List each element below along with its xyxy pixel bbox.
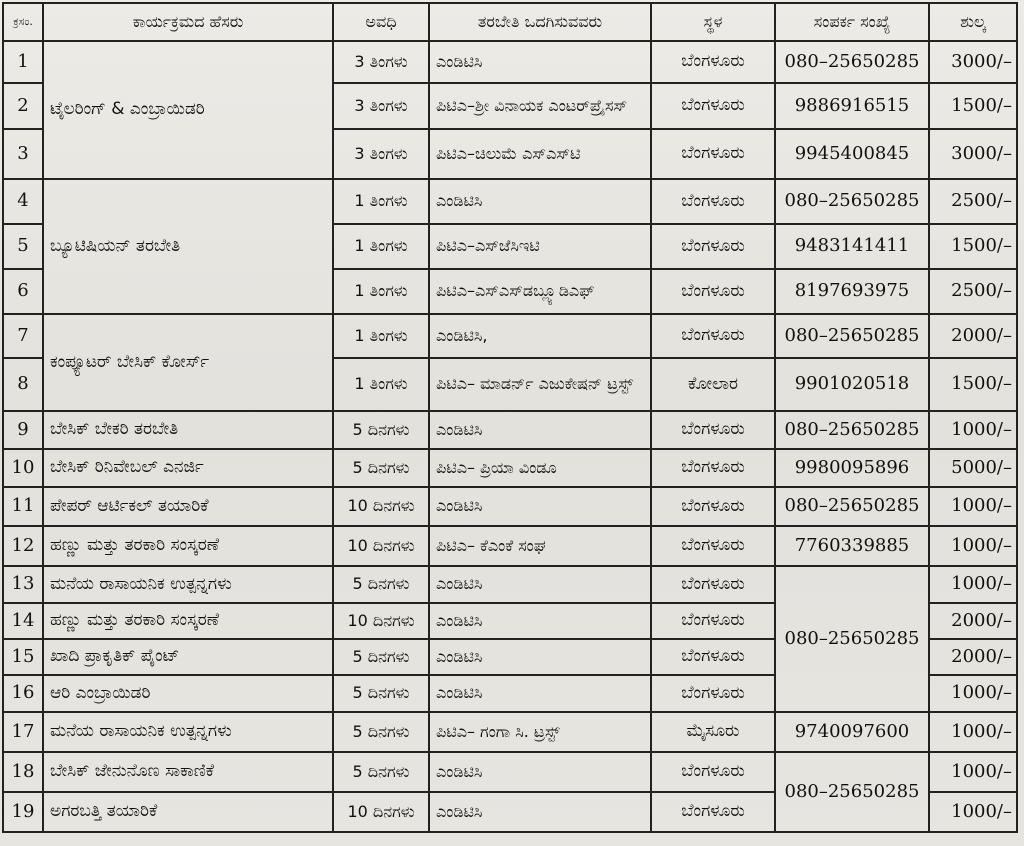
table-row — [3, 411, 1017, 449]
row-provider: ಪಿಟಿಎ–ಶ್ರೀ ವಿನಾಯಕ ಎಂಟರ್‌ಪ್ರೈಸಸ್ — [429, 83, 651, 129]
row-provider: ಎಂಡಿಟಿಸಿ — [429, 179, 651, 224]
row-duration: 5 ದಿನಗಳು — [333, 752, 429, 792]
row-duration: 5 ದಿನಗಳು — [333, 449, 429, 487]
row-program: ಮನೆಯ ರಾಸಾಯನಿಕ ಉತ್ಪನ್ನಗಳು — [43, 566, 333, 603]
header-duration: ಅವಧಿ — [333, 3, 429, 41]
row-duration: 10 ದಿನಗಳು — [333, 792, 429, 832]
shared-contact-18-19: 080–25650285 — [775, 752, 929, 832]
header-program: ಕಾರ್ಯಕ್ರಮದ ಹೆಸರು — [43, 3, 333, 41]
row-place: ಕೋಲಾರ — [651, 358, 775, 411]
row-duration: 10 ದಿನಗಳು — [333, 603, 429, 639]
row-duration: 1 ತಿಂಗಳು — [333, 224, 429, 269]
row-fee: 1500/– — [929, 358, 1017, 411]
row-place: ಬೆಂಗಳೂರು — [651, 487, 775, 526]
row-provider: ಪಿಟಿಎ–ಎಸ್‌ಜೆಸಿಇಟಿ — [429, 224, 651, 269]
shared-contact-13-16: 080–25650285 — [775, 566, 929, 712]
row-duration: 1 ತಿಂಗಳು — [333, 314, 429, 358]
table-row — [3, 566, 1017, 603]
row-fee: 1000/– — [929, 526, 1017, 566]
row-sno: 5 — [3, 224, 43, 269]
header-fee: ಶುಲ್ಕ — [929, 3, 1017, 41]
row-program: ಅಗರಬತ್ತಿ ತಯಾರಿಕೆ — [43, 792, 333, 832]
row-contact: 8197693975 — [775, 269, 929, 314]
row-provider: ಎಂಡಿಟಿಸಿ — [429, 566, 651, 603]
row-provider: ಎಂಡಿಟಿಸಿ — [429, 603, 651, 639]
row-place: ಬೆಂಗಳೂರು — [651, 603, 775, 639]
row-fee: 3000/– — [929, 41, 1017, 83]
row-contact: 7760339885 — [775, 526, 929, 566]
row-duration: 1 ತಿಂಗಳು — [333, 269, 429, 314]
row-fee: 1000/– — [929, 487, 1017, 526]
row-program: ಖಾದಿ ಪ್ರಾಕೃತಿಕ್ ಪೈಂಟ್ — [43, 639, 333, 675]
row-place: ಬೆಂಗಳೂರು — [651, 675, 775, 712]
row-contact: 080–25650285 — [775, 487, 929, 526]
program-name-beautician: ಬ್ಯೂಟಿಷಿಯನ್ ತರಬೇತಿ — [43, 179, 333, 314]
row-sno: 16 — [3, 675, 43, 712]
row-provider: ಪಿಟಿಎ– ಕೆಎಂಕೆ ಸಂಘ — [429, 526, 651, 566]
row-duration: 10 ದಿನಗಳು — [333, 526, 429, 566]
row-duration: 1 ತಿಂಗಳು — [333, 358, 429, 411]
row-program: ಬೇಸಿಕ್ ಬೇಕರಿ ತರಬೇತಿ — [43, 411, 333, 449]
row-place: ಬೆಂಗಳೂರು — [651, 83, 775, 129]
row-sno: 1 — [3, 41, 43, 83]
row-sno: 3 — [3, 129, 43, 179]
table-row — [3, 712, 1017, 752]
table-row — [3, 752, 1017, 792]
row-duration: 10 ದಿನಗಳು — [333, 487, 429, 526]
row-provider: ಎಂಡಿಟಿಸಿ — [429, 792, 651, 832]
row-provider: ಎಂಡಿಟಿಸಿ — [429, 411, 651, 449]
row-place: ಬೆಂಗಳೂರು — [651, 314, 775, 358]
row-provider: ಪಿಟಿಎ– ಮಾಡರ್ನ್ ಎಜುಕೇಷನ್ ಟ್ರಸ್ಟ್ — [429, 358, 651, 411]
row-fee: 1000/– — [929, 675, 1017, 712]
row-duration: 5 ದಿನಗಳು — [333, 675, 429, 712]
row-duration: 5 ದಿನಗಳು — [333, 566, 429, 603]
row-sno: 10 — [3, 449, 43, 487]
row-sno: 15 — [3, 639, 43, 675]
row-fee: 2000/– — [929, 314, 1017, 358]
table-row — [3, 41, 1017, 83]
row-provider: ಎಂಡಿಟಿಸಿ — [429, 639, 651, 675]
row-sno: 14 — [3, 603, 43, 639]
row-duration: 5 ದಿನಗಳು — [333, 639, 429, 675]
row-sno: 9 — [3, 411, 43, 449]
row-duration: 3 ತಿಂಗಳು — [333, 129, 429, 179]
row-provider: ಪಿಟಿಎ–ಚಿಲುಮೆ ಎಸ್‌ಎಸ್‌ಟಿ — [429, 129, 651, 179]
row-contact: 080–25650285 — [775, 179, 929, 224]
row-fee: 1000/– — [929, 792, 1017, 832]
row-place: ಬೆಂಗಳೂರು — [651, 224, 775, 269]
header-place: ಸ್ಥಳ — [651, 3, 775, 41]
row-fee: 1000/– — [929, 712, 1017, 752]
row-program: ಹಣ್ಣು ಮತ್ತು ತರಕಾರಿ ಸಂಸ್ಕರಣೆ — [43, 603, 333, 639]
row-place: ಬೆಂಗಳೂರು — [651, 526, 775, 566]
row-contact: 9945400845 — [775, 129, 929, 179]
table-row — [3, 314, 1017, 358]
table-header-row — [3, 3, 1017, 41]
row-provider: ಪಿಟಿಎ– ಗಂಗಾ ಸಿ. ಟ್ರಸ್ಟ್ — [429, 712, 651, 752]
row-fee: 1000/– — [929, 566, 1017, 603]
row-sno: 13 — [3, 566, 43, 603]
row-contact: 9740097600 — [775, 712, 929, 752]
row-sno: 17 — [3, 712, 43, 752]
row-fee: 2500/– — [929, 179, 1017, 224]
row-sno: 2 — [3, 83, 43, 129]
row-program: ಹಣ್ಣು ಮತ್ತು ತರಕಾರಿ ಸಂಸ್ಕರಣೆ — [43, 526, 333, 566]
row-program: ಬೇಸಿಕ್ ರಿನಿವೇಬಲ್ ಎನರ್ಜಿ — [43, 449, 333, 487]
row-provider: ಎಂಡಿಟಿಸಿ — [429, 41, 651, 83]
row-provider: ಪಿಟಿಎ–ಎಸ್‌ಎಸ್‌ಡಬ್ಲ್ಯೂಡಿಎಫ್ — [429, 269, 651, 314]
row-place: ಬೆಂಗಳೂರು — [651, 449, 775, 487]
training-programs-table — [2, 2, 1018, 833]
row-place: ಬೆಂಗಳೂರು — [651, 41, 775, 83]
row-contact: 080–25650285 — [775, 314, 929, 358]
row-program: ಆರಿ ಎಂಬ್ರಾಯಿಡರಿ — [43, 675, 333, 712]
table-row — [3, 179, 1017, 224]
row-contact: 9901020518 — [775, 358, 929, 411]
table-row — [3, 487, 1017, 526]
row-provider: ಎಂಡಿಟಿಸಿ — [429, 752, 651, 792]
row-place: ಬೆಂಗಳೂರು — [651, 566, 775, 603]
row-contact: 9980095896 — [775, 449, 929, 487]
row-sno: 11 — [3, 487, 43, 526]
row-fee: 1500/– — [929, 224, 1017, 269]
row-place: ಬೆಂಗಳೂರು — [651, 752, 775, 792]
row-provider: ಎಂಡಿಟಿಸಿ, — [429, 314, 651, 358]
row-contact: 080–25650285 — [775, 41, 929, 83]
row-sno: 4 — [3, 179, 43, 224]
row-provider: ಪಿಟಿಎ– ಪ್ರಿಯಾ ವಿಂಡೂ — [429, 449, 651, 487]
header-sno: ಕ್ರಸಂ. — [3, 3, 43, 41]
program-name-computer: ಕಂಪ್ಯೂಟರ್ ಬೇಸಿಕ್ ಕೋರ್ಸ್ — [43, 314, 333, 411]
row-fee: 2000/– — [929, 603, 1017, 639]
row-program: ಪೇಪರ್ ಆರ್ಟಿಕಲ್ ತಯಾರಿಕೆ — [43, 487, 333, 526]
table-row — [3, 449, 1017, 487]
row-program: ಬೇಸಿಕ್ ಜೇನುನೊಣ ಸಾಕಾಣಿಕೆ — [43, 752, 333, 792]
row-provider: ಎಂಡಿಟಿಸಿ — [429, 675, 651, 712]
row-duration: 5 ದಿನಗಳು — [333, 712, 429, 752]
row-fee: 5000/– — [929, 449, 1017, 487]
row-sno: 8 — [3, 358, 43, 411]
row-fee: 1000/– — [929, 411, 1017, 449]
row-sno: 7 — [3, 314, 43, 358]
row-contact: 9483141411 — [775, 224, 929, 269]
row-fee: 1000/– — [929, 752, 1017, 792]
row-place: ಬೆಂಗಳೂರು — [651, 411, 775, 449]
row-place: ಮೈಸೂರು — [651, 712, 775, 752]
row-fee: 1500/– — [929, 83, 1017, 129]
row-sno: 6 — [3, 269, 43, 314]
table-row — [3, 526, 1017, 566]
row-fee: 3000/– — [929, 129, 1017, 179]
row-place: ಬೆಂಗಳೂರು — [651, 129, 775, 179]
row-duration: 1 ತಿಂಗಳು — [333, 179, 429, 224]
row-program: ಮನೆಯ ರಾಸಾಯನಿಕ ಉತ್ಪನ್ನಗಳು — [43, 712, 333, 752]
row-place: ಬೆಂಗಳೂರು — [651, 179, 775, 224]
row-place: ಬೆಂಗಳೂರು — [651, 269, 775, 314]
row-place: ಬೆಂಗಳೂರು — [651, 639, 775, 675]
header-provider: ತರಬೇತಿ ಒದಗಿಸುವವರು — [429, 3, 651, 41]
row-place: ಬೆಂಗಳೂರು — [651, 792, 775, 832]
header-contact: ಸಂಪರ್ಕ ಸಂಖ್ಯೆ — [775, 3, 929, 41]
row-duration: 5 ದಿನಗಳು — [333, 411, 429, 449]
row-contact: 9886916515 — [775, 83, 929, 129]
row-duration: 3 ತಿಂಗಳು — [333, 41, 429, 83]
program-name-tailoring: ಟೈಲರಿಂಗ್ & ಎಂಬ್ರಾಯಿಡರಿ — [43, 41, 333, 179]
row-sno: 18 — [3, 752, 43, 792]
row-sno: 19 — [3, 792, 43, 832]
row-contact: 080–25650285 — [775, 411, 929, 449]
row-fee: 2000/– — [929, 639, 1017, 675]
row-provider: ಎಂಡಿಟಿಸಿ — [429, 487, 651, 526]
row-sno: 12 — [3, 526, 43, 566]
row-fee: 2500/– — [929, 269, 1017, 314]
row-duration: 3 ತಿಂಗಳು — [333, 83, 429, 129]
